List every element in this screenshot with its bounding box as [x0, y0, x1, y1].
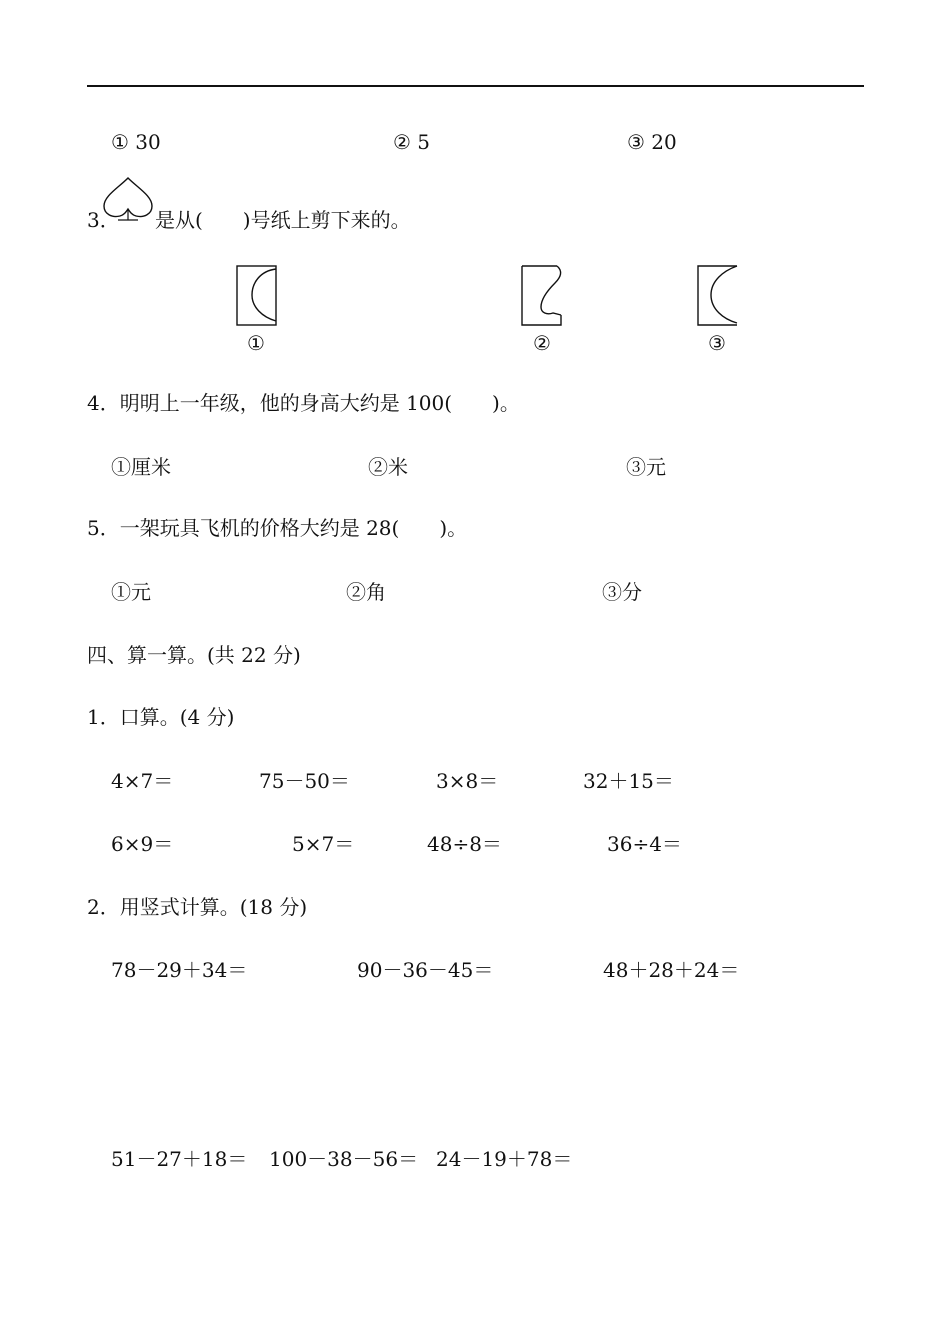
- paper-figure-3-icon[interactable]: [697, 265, 739, 327]
- part-2-title: 2．用竖式计算。(18 分): [87, 895, 308, 919]
- part-1-title: 1．口算。(4 分): [87, 705, 235, 729]
- q2-option-1[interactable]: ① 30: [111, 130, 161, 154]
- q4-option-3[interactable]: ③元: [626, 455, 666, 479]
- mental-math-item: 32＋15＝: [583, 769, 674, 793]
- q2-option-2[interactable]: ② 5: [393, 130, 431, 154]
- q4-stem: 4．明明上一年级，他的身高大约是 100( )。: [87, 391, 520, 415]
- q3-text: 是从( )号纸上剪下来的。: [155, 208, 411, 232]
- figure-label-3: ③: [708, 331, 726, 355]
- q3-number: 3．: [87, 208, 120, 232]
- mental-math-item: 6×9＝: [111, 832, 174, 856]
- mental-math-item: 5×7＝: [292, 832, 355, 856]
- vertical-calc-item: 100－38－56＝: [269, 1147, 419, 1171]
- mental-math-item: 3×8＝: [436, 769, 499, 793]
- q5-option-1[interactable]: ①元: [111, 580, 151, 604]
- q4-option-1[interactable]: ①厘米: [111, 455, 171, 479]
- spade-shape-icon: [100, 176, 156, 224]
- figure-label-1: ①: [247, 331, 265, 355]
- header-rule: [87, 85, 864, 87]
- mental-math-item: 4×7＝: [111, 769, 174, 793]
- paper-figure-2-icon[interactable]: [521, 265, 565, 327]
- vertical-calc-item: 51－27＋18＝: [111, 1147, 248, 1171]
- q5-option-2[interactable]: ②角: [346, 580, 386, 604]
- paper-figure-1-icon[interactable]: [236, 265, 278, 327]
- q5-stem: 5．一架玩具飞机的价格大约是 28( )。: [87, 516, 468, 540]
- vertical-calc-item: 78－29＋34＝: [111, 958, 248, 982]
- q5-option-3[interactable]: ③分: [602, 580, 642, 604]
- vertical-calc-item: 48＋28＋24＝: [603, 958, 740, 982]
- mental-math-item: 48÷8＝: [427, 832, 502, 856]
- q2-option-3[interactable]: ③ 20: [627, 130, 677, 154]
- figure-label-2: ②: [533, 331, 551, 355]
- q4-option-2[interactable]: ②米: [368, 455, 408, 479]
- section-4-title: 四、算一算。(共 22 分): [87, 643, 301, 667]
- vertical-calc-item: 24－19＋78＝: [436, 1147, 573, 1171]
- mental-math-item: 36÷4＝: [607, 832, 682, 856]
- vertical-calc-item: 90－36－45＝: [357, 958, 494, 982]
- mental-math-item: 75－50＝: [259, 769, 350, 793]
